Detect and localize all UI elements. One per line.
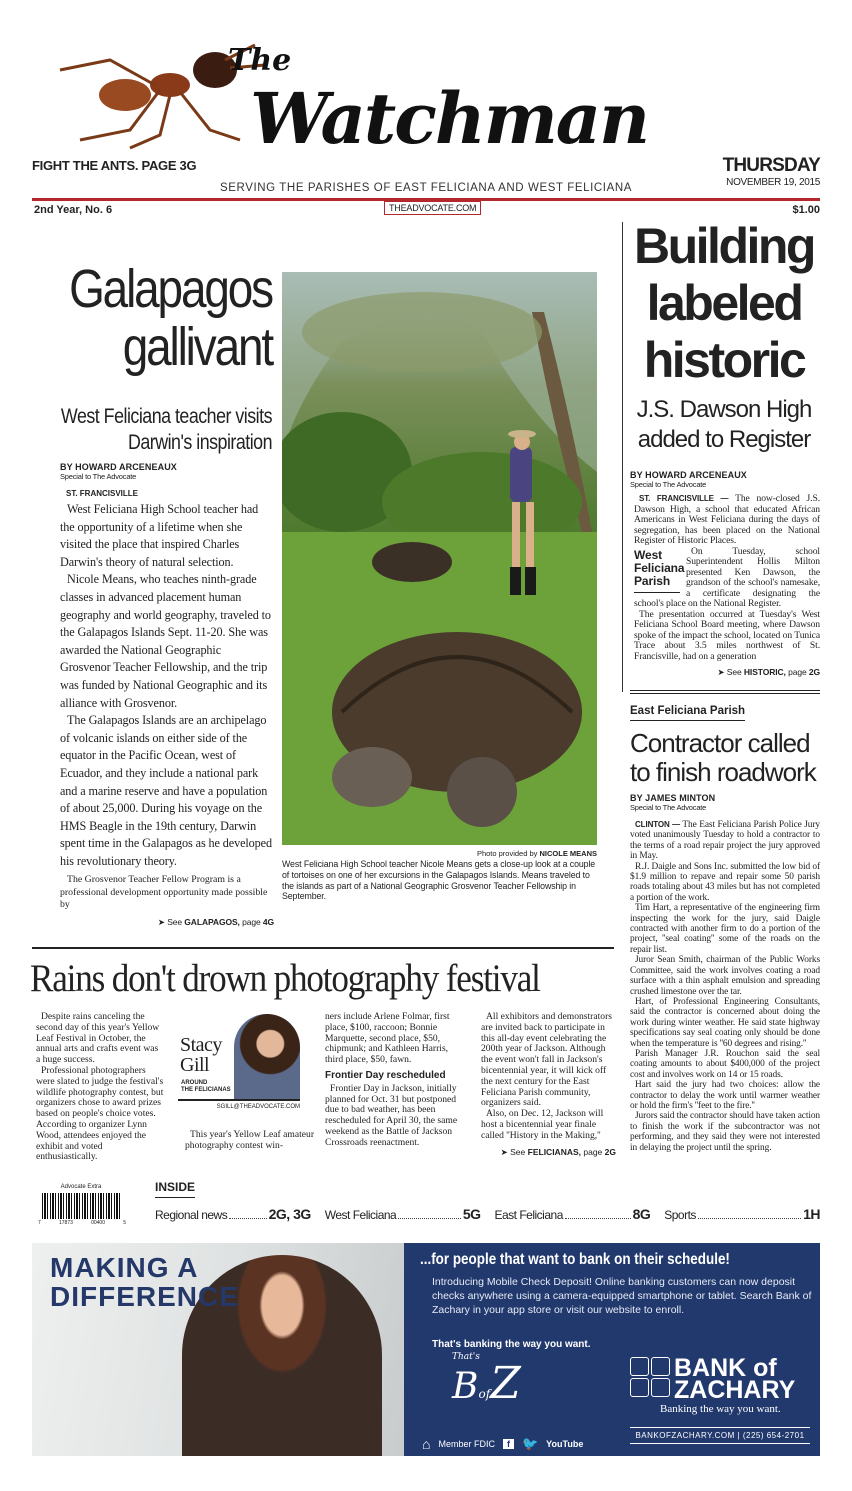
byline-affiliation: Special to The Advocate (630, 803, 707, 812)
barcode-numbers (38, 1220, 126, 1226)
paragraph: Professional photographers were slated to judge the festival's wildlife photography contest, but organizers chose to award prizes based on people's choice votes. According to organizer Lynn Wood, attendees enjoyed the exhibit and voted enthusiastically. (36, 1064, 164, 1163)
ad-headline (50, 1253, 239, 1311)
jump-link-historic[interactable] (634, 667, 820, 678)
credit-name: NICOLE MEANS (539, 849, 597, 858)
bank-advertisement[interactable] (32, 1243, 820, 1456)
columnist-email[interactable]: SGILL@THEADVOCATE.COM (216, 1104, 300, 1110)
fdic-label: Member FDIC (438, 1439, 495, 1449)
paragraph: West Feliciana High School teacher had the opportunity of a lifetime when she visited the place that inspired Charles Darwin's theory of natural selection. (60, 502, 259, 569)
bank-name (674, 1354, 796, 1404)
subhead-frontier-day: Frontier Day rescheduled (325, 1069, 446, 1081)
paragraph: The East Feliciana Parish Police Jury voted unanimously Tuesday to hold a contractor to the terms of a road repair project the jury approved in May. (630, 820, 820, 862)
article-body-historic (634, 494, 820, 678)
index-label: West Feliciana (324, 1208, 397, 1222)
jump-prefix: ➤ See (717, 667, 744, 677)
headline-rains[interactable]: Rains don't drown photography festival (30, 957, 540, 1000)
website-link[interactable]: THEADVOCATE.COM (384, 201, 481, 215)
price: $1.00 (792, 204, 820, 216)
jump-prefix: ➤ See (500, 1146, 528, 1157)
headline-contractor[interactable]: Contractor called to finish roadwork (630, 728, 816, 787)
thats-b-of-z-logo (452, 1352, 521, 1409)
ad-headline-1: MAKING A (50, 1252, 199, 1283)
barcode-digit: 5 (123, 1220, 126, 1226)
paragraph: Frontier Day in Jackson, initially planned for Oct. 31 but postponed due to bad weather, has been rescheduled for April 30, the same weekend as the Battle of Jackson Crossroads reenactment. (325, 1082, 458, 1148)
byline-historic (630, 470, 747, 489)
dateline: ST. FRANCISVILLE (66, 489, 139, 498)
index-page: 2G, 3G (268, 1206, 311, 1222)
article-body-contractor (630, 820, 820, 1153)
jump-prefix: ➤ See (157, 916, 185, 927)
bank-name-1: BANK of (674, 1354, 777, 1382)
paragraph: All exhibitors and demonstrators are invited back to participate in this all-day event celebrating the 200th year of Jackson. Although the event won't fall in Jackson's bicentennial year, it will kick off the next century for the East Feliciana Parish community, organizers said. (481, 1011, 613, 1109)
paragraph: Despite rains canceling the second day of this year's Yellow Leaf Festival in October, the annual arts and crafts event was a huge success. (36, 1011, 160, 1066)
section-label: East Feliciana Parish (630, 705, 745, 721)
jump-page-prefix: page (239, 916, 263, 927)
paragraph: This year's Yellow Leaf amateur photography contest win- (185, 1129, 315, 1151)
boz-thats: That's (452, 1352, 480, 1362)
boz-of: of (478, 1387, 491, 1401)
section-rule (32, 947, 614, 949)
rains-column-2 (185, 1130, 315, 1152)
barcode (42, 1193, 122, 1219)
index-label: Sports (664, 1208, 696, 1222)
newspaper-logo[interactable]: Watchman (250, 77, 649, 160)
index-page: 8G (632, 1206, 651, 1222)
index-item[interactable] (325, 1206, 481, 1222)
edition-day: THURSDAY (722, 155, 820, 176)
youtube-icon[interactable]: YouTube (546, 1439, 584, 1449)
barcode-digit: 00400 (91, 1220, 105, 1226)
column-title-1: AROUND (181, 1080, 208, 1086)
ad-footer-icons (422, 1436, 583, 1452)
jump-word: HISTORIC, (743, 667, 786, 677)
column-divider (622, 222, 623, 692)
jump-page-prefix: page (581, 1146, 605, 1157)
paragraph: Hart said the jury had two choices: allow the contractor to delay the work until warmer weather or hold the firm's ''feet to the fire.'' (630, 1080, 820, 1111)
ad-intro: Introducing Mobile Check Deposit! Online banking customers can now deposit checks anywhere using a camera-equipped smartphone or tablet. Search Bank of Zachary in your app store or visit our website to enroll. (432, 1276, 812, 1316)
byline-affiliation: Special to The Advocate (630, 480, 707, 489)
bank-contact[interactable]: BANKOFZACHARY.COM | (225) 654-2701 (630, 1427, 810, 1444)
article-body-galapagos (60, 501, 274, 928)
ad-photo-panel (32, 1243, 404, 1456)
index-item[interactable] (155, 1206, 311, 1222)
columnist-first: Stacy (180, 1034, 222, 1056)
tortoise-photo[interactable] (282, 272, 597, 845)
facebook-icon[interactable]: f (503, 1439, 514, 1449)
twitter-icon[interactable]: 🐦 (521, 1436, 539, 1451)
paragraph: On Tuesday, school Superintendent Hollis Milton presented Ken Dawson, the grandson of the school's namesake, a certificate designating the school's place on the National Register. (634, 545, 820, 609)
tagline: SERVING THE PARISHES OF EAST FELICIANA AND WEST FELICIANA (219, 182, 633, 194)
paragraph: Nicole Means, who teaches ninth-grade classes in advanced placement human geography and world geography, traveled to the Galapagos Islands Sept. 11-20. She was awarded the National Geographic Grosvenor Teacher Fellowship, and the trip was funded by National Geographic and its alliance with Grosvenor. (60, 572, 271, 710)
ad-tagline: ...for people that want to bank on their schedule! (420, 1251, 730, 1268)
jump-link-felicianas[interactable] (481, 1147, 616, 1158)
paragraph: Jurors said the contractor should have taken action to finish the work if the subcontractor was not performing, and they said they were not interested in delaying the project until the spring. (630, 1111, 820, 1153)
boz-b: B (452, 1366, 479, 1407)
byline-contractor (630, 793, 715, 812)
rains-column-4 (481, 1012, 616, 1158)
jump-page: 4G (262, 916, 274, 927)
bank-name-2: ZACHARY (674, 1376, 796, 1404)
columnist-photo (234, 1014, 300, 1099)
paragraph: The Grosvenor Teacher Fellow Program is a professional development opportunity made possible by (60, 874, 268, 911)
paragraph: Parish Manager J.R. Rouchon said the seal coating amounts to about $400,000 of the project cost and involves work on 14 or 15 roads. (630, 1048, 820, 1080)
index-label: East Feliciana (494, 1208, 563, 1222)
edition-date: NOVEMBER 19, 2015 (726, 177, 820, 188)
paragraph: Tim Hart, a representative of the engineering firm inspecting the work for the jury, said Daigle contracted with another firm to do a portion of the project, ''seal coating'' some of the roads on the repair list. (630, 903, 820, 955)
byline-affiliation: Special to The Advocate (60, 472, 137, 481)
jump-page: 2G (808, 667, 820, 677)
barcode-label: Advocate Extra (60, 1184, 102, 1190)
photo-caption: West Feliciana High School teacher Nicole Means gets a close-up look at a couple of tortoises on one of her excursions in the Galapagos Islands. Means traveled to the islands as part of a National Geographic Grosvenor Teacher Fellowship in September. (282, 859, 596, 902)
paragraph: The Galapagos Islands are an archipelago of volcanic islands on either side of the equator in the Pacific Ocean, west of Ecuador, and they include a national park and a marine reserve and have a population of about 25,000. During his voyage on the HMS Beagle in the 19th century, Darwin spent time in the Galapagos as he developed his revolutionary theory. (60, 713, 272, 868)
issue-number: 2nd Year, No. 6 (34, 204, 113, 216)
byline-name: BY HOWARD ARCENEAUX (60, 462, 177, 472)
barcode-digit: 7 (38, 1220, 41, 1226)
equal-housing-icon: ⌂ (422, 1436, 431, 1452)
subhead-historic: J.S. Dawson High added to Register (636, 396, 812, 453)
inside-index (155, 1206, 820, 1222)
headline-historic[interactable]: Building labeled historic (634, 218, 814, 388)
byline-galapagos (60, 462, 272, 481)
paragraph: The now-closed J.S. Dawson High, a school that educated African Americans in West Feliciana during the days of segregation, has been placed on the National Register of Historic Places. (634, 493, 820, 546)
credit-prefix: Photo provided by (476, 849, 540, 858)
byline-name: BY JAMES MINTON (630, 793, 716, 803)
teaser-ants[interactable]: FIGHT THE ANTS. PAGE 3G (32, 158, 197, 173)
paragraph: The presentation occurred at Tuesday's West Feliciana School Board meeting, where Dawson spoke of the impact the school, located on Tunica Trace about 3.5 miles northwest of St. Francisville, had on a generation (634, 608, 820, 662)
column-title (181, 1080, 241, 1094)
jump-word: GALAPAGOS, (184, 916, 240, 927)
paragraph: Also, on Dec. 12, Jackson will host a bicentennial year finale called ''History in the Making,'' (481, 1108, 604, 1141)
headline-galapagos[interactable]: Galapagos gallivant (69, 259, 272, 377)
paragraph: ners include Arlene Folmar, first place, $100, raccoon; Bonnie Marquette, second place, $50, chipmunk; and Kathleen Harris, third place, $50, fawn. (325, 1011, 450, 1066)
paragraph: Hart, of Professional Engineering Consultants, said the contractor is concerned about doing the work during winter weather. He said state highway specifications say seal coating only should be done when the temperature is ''60 degrees and rising.'' (630, 996, 820, 1049)
photo-credit (282, 849, 597, 858)
rains-column-1 (36, 1012, 164, 1163)
bank-slogan: Banking the way you want. (660, 1403, 781, 1415)
subhead-text: West Feliciana teacher visits Darwin's inspiration (60, 405, 272, 454)
location-tag: West Feliciana Parish (634, 549, 680, 593)
jump-word: FELICIANAS, (527, 1146, 582, 1157)
barcode-digit: 17873 (58, 1220, 73, 1226)
byline-name: BY HOWARD ARCENEAUX (630, 470, 747, 480)
boz-z: Z (490, 1358, 521, 1409)
index-label: Regional news (155, 1208, 228, 1222)
jump-link-galapagos[interactable] (60, 917, 274, 928)
index-page: 1H (803, 1206, 820, 1222)
double-rule (630, 690, 820, 694)
index-item[interactable] (664, 1206, 820, 1222)
logo-the: The (228, 43, 292, 78)
inside-label: INSIDE (155, 1180, 195, 1198)
dateline: ST. FRANCISVILLE — (639, 494, 729, 503)
index-page: 5G (462, 1206, 481, 1222)
photo-illustration (282, 272, 597, 845)
dateline: CLINTON — (635, 820, 681, 829)
subhead-galapagos (40, 404, 272, 456)
ad-way: That's banking the way you want. (432, 1339, 591, 1350)
index-item[interactable] (495, 1206, 651, 1222)
columnist-last: Gill (180, 1054, 210, 1076)
bank-logo-icon (630, 1357, 670, 1397)
paragraph: R.J. Daigle and Sons Inc. submitted the low bid of $1.9 million to repave and repair some 50 parish roads totaling about 43 miles but has not completed a portion of the work. (630, 861, 820, 903)
columnist-rule (178, 1099, 300, 1101)
column-title-2: THE FELICIANAS (181, 1087, 231, 1093)
columnist-name (180, 1035, 222, 1075)
jump-page: 2G (604, 1146, 616, 1157)
ad-headline-2: DIFFERENCE (50, 1281, 239, 1312)
paragraph: Juror Sean Smith, chairman of the Public Works Committee, said the work involves coating a road surface with a thin asphalt emulsion and spreading crushed limestone over the tar. (630, 955, 820, 997)
jump-page-prefix: page (785, 667, 809, 677)
rains-column-3 (325, 1012, 465, 1149)
